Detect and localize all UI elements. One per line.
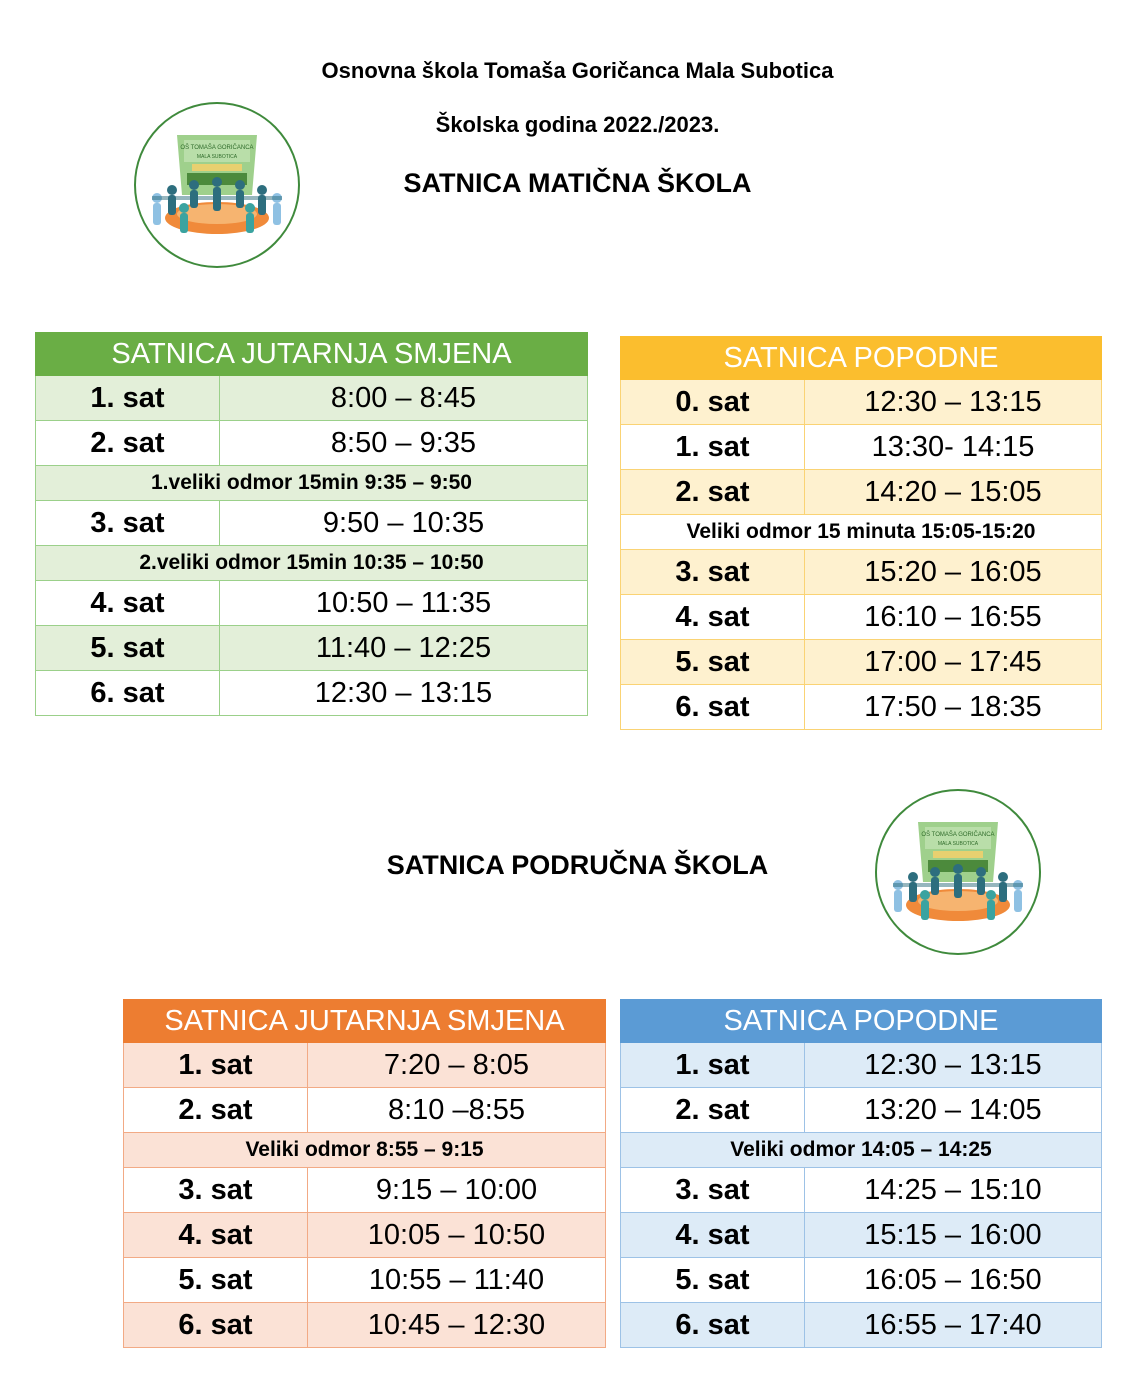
table-row xyxy=(621,470,1102,515)
period-label: 6. sat xyxy=(36,671,220,716)
period-label: 4. sat xyxy=(621,595,805,640)
period-label: 4. sat xyxy=(621,1213,805,1258)
table-title: SATNICA JUTARNJA SMJENA xyxy=(124,1000,606,1043)
break-text: 2.veliki odmor 15min 10:35 – 10:50 xyxy=(36,546,588,581)
period-time: 14:20 – 15:05 xyxy=(805,470,1102,515)
period-label: 1. sat xyxy=(621,425,805,470)
period-label: 6. sat xyxy=(621,685,805,730)
period-label: 1. sat xyxy=(124,1043,308,1088)
area-morning-shift-table xyxy=(123,999,606,1348)
period-time: 12:30 – 13:15 xyxy=(805,380,1102,425)
period-label: 6. sat xyxy=(621,1303,805,1348)
period-time: 13:30- 14:15 xyxy=(805,425,1102,470)
table-row xyxy=(621,640,1102,685)
period-label: 0. sat xyxy=(621,380,805,425)
period-label: 3. sat xyxy=(621,550,805,595)
table-row xyxy=(36,581,588,626)
table-row xyxy=(124,1168,606,1213)
period-time: 12:30 – 13:15 xyxy=(220,671,588,716)
table-row xyxy=(621,550,1102,595)
period-time: 15:20 – 16:05 xyxy=(805,550,1102,595)
period-time: 15:15 – 16:00 xyxy=(805,1213,1102,1258)
break-text: Veliki odmor 8:55 – 9:15 xyxy=(124,1133,606,1168)
table-row xyxy=(36,501,588,546)
break-text: Veliki odmor 15 minuta 15:05-15:20 xyxy=(621,515,1102,550)
table-row xyxy=(621,425,1102,470)
table-row xyxy=(124,1258,606,1303)
table-row xyxy=(621,1258,1102,1303)
table-row xyxy=(621,1213,1102,1258)
period-label: 5. sat xyxy=(621,640,805,685)
school-logo xyxy=(132,100,302,270)
table-row xyxy=(36,671,588,716)
table-row xyxy=(621,1088,1102,1133)
period-time: 17:50 – 18:35 xyxy=(805,685,1102,730)
period-label: 3. sat xyxy=(124,1168,308,1213)
period-time: 9:15 – 10:00 xyxy=(308,1168,606,1213)
table-row xyxy=(621,1303,1102,1348)
period-time: 11:40 – 12:25 xyxy=(220,626,588,671)
school-logo-secondary xyxy=(873,787,1043,957)
period-time: 10:05 – 10:50 xyxy=(308,1213,606,1258)
period-label: 1. sat xyxy=(621,1043,805,1088)
break-row xyxy=(36,546,588,581)
period-label: 5. sat xyxy=(621,1258,805,1303)
logo-text-1: OŠ TOMAŠA GORIČANCA xyxy=(921,832,995,838)
table-row xyxy=(124,1043,606,1088)
period-time: 12:30 – 13:15 xyxy=(805,1043,1102,1088)
table-row xyxy=(124,1088,606,1133)
table-title: SATNICA JUTARNJA SMJENA xyxy=(36,333,588,376)
afternoon-shift-table xyxy=(620,336,1102,730)
period-label: 2. sat xyxy=(621,470,805,515)
table-row xyxy=(36,421,588,466)
period-time: 8:10 –8:55 xyxy=(308,1088,606,1133)
period-label: 2. sat xyxy=(621,1088,805,1133)
morning-shift-table xyxy=(35,332,588,716)
table-row xyxy=(621,1043,1102,1088)
period-time: 16:10 – 16:55 xyxy=(805,595,1102,640)
period-label: 5. sat xyxy=(36,626,220,671)
table-row xyxy=(621,1168,1102,1213)
period-label: 3. sat xyxy=(36,501,220,546)
school-year: Školska godina 2022./2023. xyxy=(435,112,720,137)
table-row xyxy=(621,685,1102,730)
table-row xyxy=(621,595,1102,640)
main-school-title: SATNICA MATIČNA ŠKOLA xyxy=(403,168,752,198)
table-row xyxy=(36,626,588,671)
period-label: 2. sat xyxy=(36,421,220,466)
table-row xyxy=(124,1303,606,1348)
table-title: SATNICA POPODNE xyxy=(621,1000,1102,1043)
break-text: 1.veliki odmor 15min 9:35 – 9:50 xyxy=(36,466,588,501)
period-label: 1. sat xyxy=(36,376,220,421)
school-name: Osnovna škola Tomaša Goričanca Mala Subotica xyxy=(321,58,834,83)
period-time: 16:05 – 16:50 xyxy=(805,1258,1102,1303)
area-afternoon-shift-table xyxy=(620,999,1102,1348)
break-row xyxy=(36,466,588,501)
period-label: 4. sat xyxy=(36,581,220,626)
period-time: 9:50 – 10:35 xyxy=(220,501,588,546)
logo-text-2: MALA SUBOTICA xyxy=(937,841,979,847)
period-time: 8:00 – 8:45 xyxy=(220,376,588,421)
table-row xyxy=(621,380,1102,425)
period-time: 10:55 – 11:40 xyxy=(308,1258,606,1303)
break-text: Veliki odmor 14:05 – 14:25 xyxy=(621,1133,1102,1168)
period-label: 4. sat xyxy=(124,1213,308,1258)
break-row xyxy=(621,1133,1102,1168)
period-time: 10:45 – 12:30 xyxy=(308,1303,606,1348)
period-time: 16:55 – 17:40 xyxy=(805,1303,1102,1348)
table-row xyxy=(124,1213,606,1258)
period-time: 10:50 – 11:35 xyxy=(220,581,588,626)
period-time: 17:00 – 17:45 xyxy=(805,640,1102,685)
table-title: SATNICA POPODNE xyxy=(621,337,1102,380)
table-row xyxy=(36,376,588,421)
period-time: 8:50 – 9:35 xyxy=(220,421,588,466)
break-row xyxy=(621,515,1102,550)
period-label: 5. sat xyxy=(124,1258,308,1303)
period-label: 6. sat xyxy=(124,1303,308,1348)
area-school-title: SATNICA PODRUČNA ŠKOLA xyxy=(386,850,769,880)
period-time: 7:20 – 8:05 xyxy=(308,1043,606,1088)
logo-text-1: OŠ TOMAŠA GORIČANCA xyxy=(180,145,254,151)
logo-text-2: MALA SUBOTICA xyxy=(196,154,238,160)
period-label: 3. sat xyxy=(621,1168,805,1213)
period-label: 2. sat xyxy=(124,1088,308,1133)
period-time: 13:20 – 14:05 xyxy=(805,1088,1102,1133)
break-row xyxy=(124,1133,606,1168)
period-time: 14:25 – 15:10 xyxy=(805,1168,1102,1213)
